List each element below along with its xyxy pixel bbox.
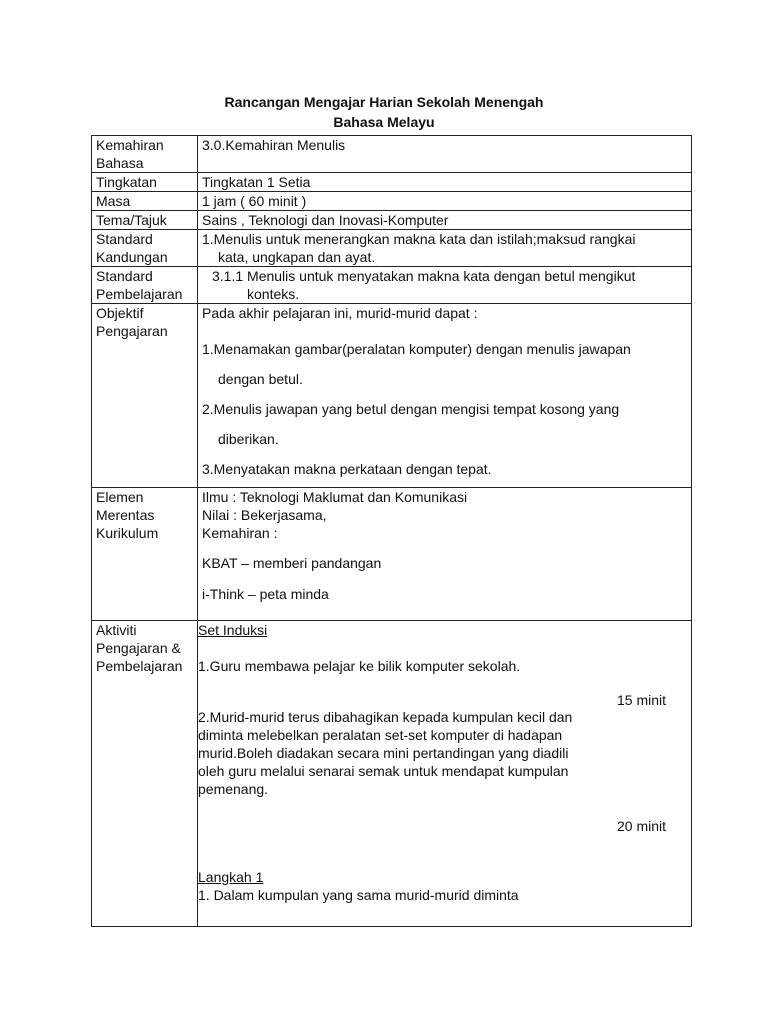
label-line: Merentas [96, 507, 155, 523]
row-tema [92, 211, 692, 230]
value-standard-pembelajaran [198, 267, 692, 304]
text-line: 3.1.1 Menulis untuk menyatakan makna kata dengan betul mengikut [212, 268, 636, 284]
label-line: Elemen [96, 489, 144, 505]
row-standard-kandungan [92, 230, 692, 267]
element-ithink: i-Think – peta minda [202, 586, 329, 602]
value-objektif [198, 304, 692, 488]
objective-item: 1.Menamakan gambar(peralatan komputer) dengan menulis jawapan [202, 341, 631, 357]
label-standard-kandungan [92, 230, 198, 267]
objective-intro: Pada akhir pelajaran ini, murid-murid dapat : [202, 305, 478, 321]
label-aktiviti [92, 621, 198, 927]
value-masa: 1 jam ( 60 minit ) [198, 192, 692, 211]
label-line: Aktiviti [96, 622, 137, 638]
value-tema: Sains , Teknologi dan Inovasi-Komputer [198, 211, 692, 230]
activity-step: 1. Dalam kumpulan yang sama murid-murid diminta [198, 887, 519, 903]
time-allocation: 20 minit [617, 818, 667, 834]
row-tingkatan [92, 173, 692, 192]
element-kemahiran: Kemahiran : [202, 525, 278, 541]
label-line: Pembelajaran [96, 658, 183, 674]
activity-row [198, 621, 691, 926]
text-line: murid.Boleh diadakan secara mini pertandingan yang diadili [198, 745, 569, 761]
text-line: oleh guru melalui senarai semak untuk mendapat kumpulan [198, 763, 569, 779]
time-allocation: 15 minit [617, 692, 667, 708]
label-line: Bahasa [96, 155, 144, 171]
text-line: pemenang. [198, 781, 269, 797]
document-title: Rancangan Mengajar Harian Sekolah Menengah [224, 94, 544, 110]
activity-step [198, 708, 617, 798]
objective-item: 3.Menyatakan makna perkataan dengan tepat. [202, 461, 492, 477]
objective-item: dengan betul. [218, 371, 303, 387]
heading-set-induksi: Set Induksi [198, 622, 268, 638]
text-line: konteks. [247, 286, 300, 302]
label-masa: Masa [92, 192, 198, 211]
value-kemahiran: 3.0.Kemahiran Menulis [198, 136, 692, 173]
label-tema: Tema/Tajuk [92, 211, 198, 230]
label-line: Objektif [96, 305, 144, 321]
label-line: Standard [96, 231, 153, 247]
objective-item: diberikan. [218, 431, 279, 447]
element-nilai: Nilai : Bekerjasama, [202, 507, 327, 523]
value-tingkatan: Tingkatan 1 Setia [198, 173, 692, 192]
label-tingkatan: Tingkatan [92, 173, 198, 192]
row-kemahiran [92, 136, 692, 173]
activity-table [198, 621, 691, 926]
heading-langkah-1: Langkah 1 [198, 869, 264, 885]
label-line: Pengajaran & [96, 640, 181, 656]
label-kemahiran [92, 136, 198, 173]
text-line: 2.Murid-murid terus dibahagikan kepada kumpulan kecil dan [198, 709, 573, 725]
element-ilmu: Ilmu : Teknologi Maklumat dan Komunikasi [202, 489, 468, 505]
activity-step: 1.Guru membawa pelajar ke bilik komputer sekolah. [198, 658, 521, 674]
row-elemen [92, 488, 692, 621]
text-line: kata, ungkapan dan ayat. [218, 249, 376, 265]
value-aktiviti [198, 621, 692, 927]
label-line: Kandungan [96, 249, 168, 265]
label-line: Kurikulum [96, 525, 159, 541]
text-line: 1.Menulis untuk menerangkan makna kata dan istilah;maksud rangkai [202, 231, 636, 247]
row-aktiviti [92, 621, 692, 927]
activity-times [617, 621, 691, 926]
label-objektif [92, 304, 198, 488]
label-line: Pengajaran [96, 323, 168, 339]
label-standard-pembelajaran [92, 267, 198, 304]
row-masa [92, 192, 692, 211]
objective-item: 2.Menulis jawapan yang betul dengan mengisi tempat kosong yang [202, 401, 620, 417]
label-line: Standard [96, 268, 153, 284]
text-line: diminta melebelkan peralatan set-set komputer di hadapan [198, 727, 563, 743]
row-objektif [92, 304, 692, 488]
lesson-plan-table [91, 135, 692, 927]
value-standard-kandungan [198, 230, 692, 267]
document-subtitle: Bahasa Melayu [333, 114, 435, 130]
element-kbat: KBAT – memberi pandangan [202, 555, 382, 571]
label-line: Pembelajaran [96, 286, 183, 302]
label-line: Kemahiran [96, 137, 164, 153]
label-elemen [92, 488, 198, 621]
activity-steps [198, 621, 617, 926]
row-standard-pembelajaran [92, 267, 692, 304]
value-elemen [198, 488, 692, 621]
